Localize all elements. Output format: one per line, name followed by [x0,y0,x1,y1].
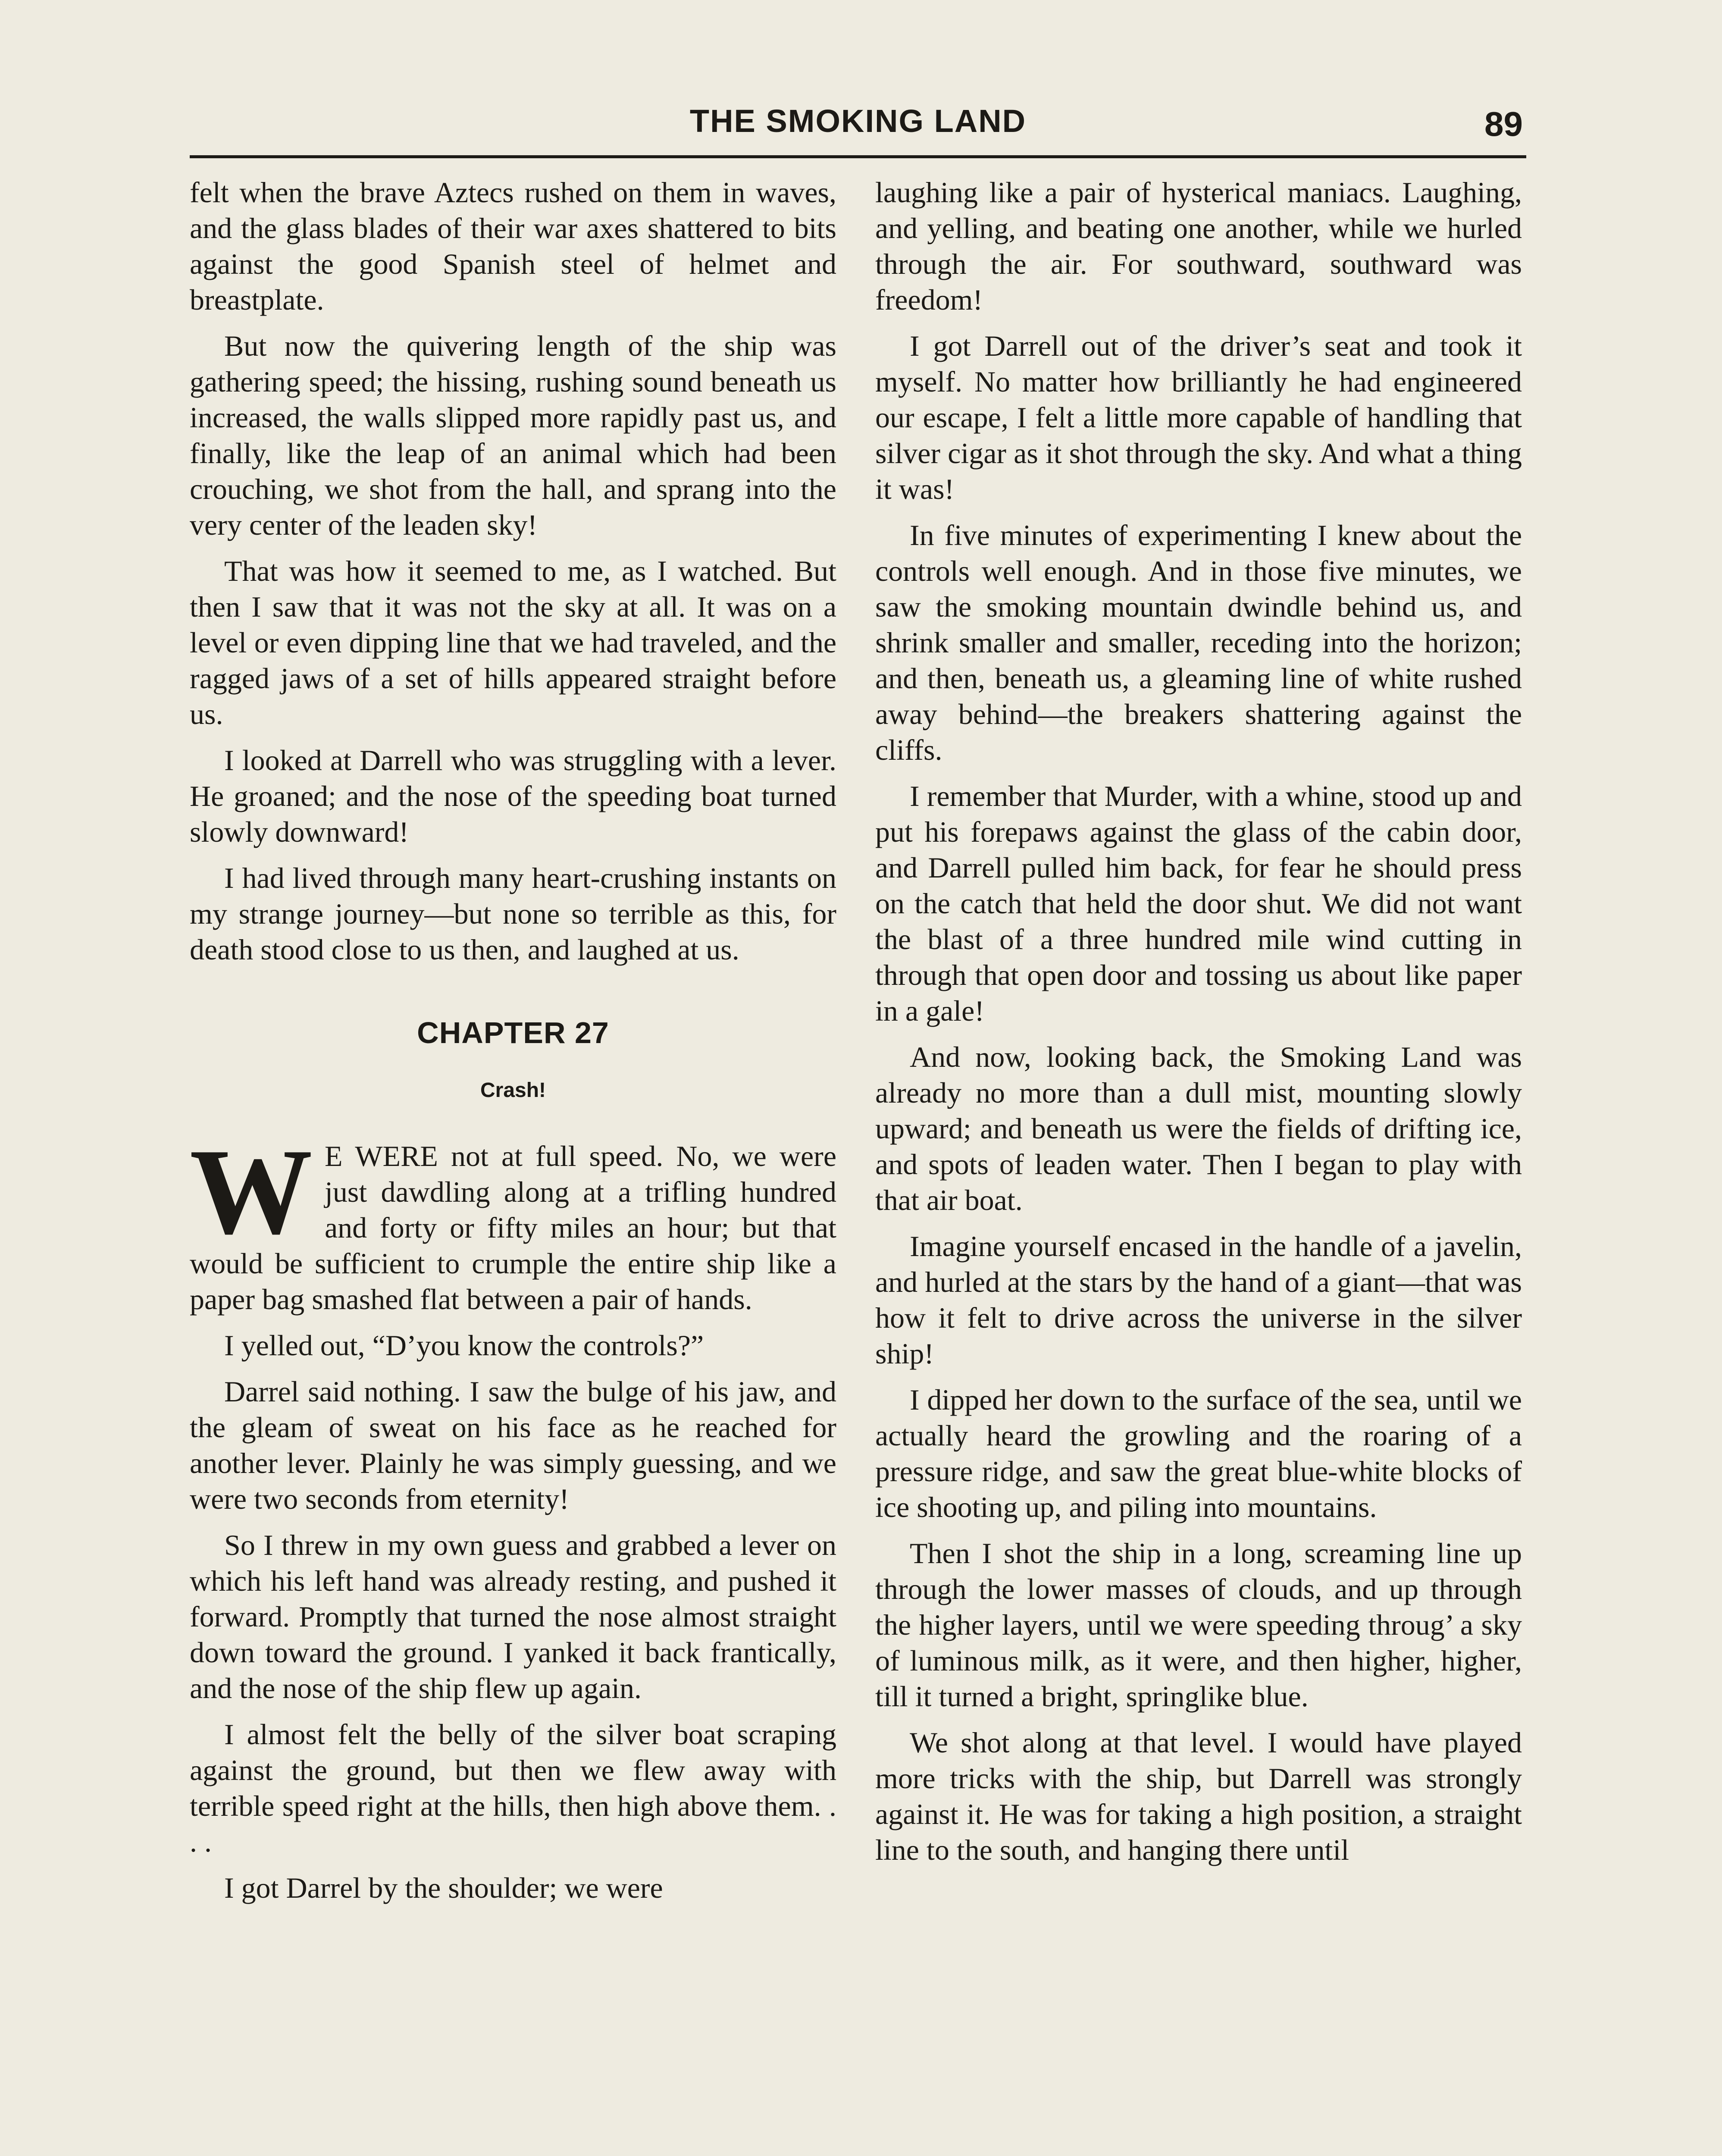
paragraph: That was how it seemed to me, as I watched. But then I saw that it was not the sky at all. It was on a level or even dipping line that we had traveled, and the ragged jaws of a set of hills appeared straight before us. [190,555,836,730]
paragraph: I got Darrell out of the driver’s seat and took it myself. No matter how brilliantly he had engineered our escape, I felt a little more capable of handling that silver cigar as it shot through the sky. And what a thing it was! [875,329,1522,505]
paragraph: In five minutes of experimenting I knew about the controls well enough. And in those five minutes, we saw the smoking mountain dwindle behind us, and shrink smaller and smaller, receding into the horizon; and then, beneath us, a gleaming line of white rushed away behind—the breakers shattering against the cliffs. [875,519,1522,766]
right-column [875,175,1522,1878]
paragraph: I yelled out, “D’you know the controls?” [224,1329,704,1362]
paragraph: I looked at Darrell who was struggling with a lever. He groaned; and the nose of the speeding boat turned slowly downward! [190,744,836,848]
paragraph: Imagine yourself encased in the handle of a javelin, and hurled at the stars by the hand of a giant—that was how it felt to drive across the universe in the silver ship! [875,1230,1522,1370]
running-head: THE SMOKING LAND [689,103,1027,139]
left-column [190,175,836,1916]
paragraph: I dipped her down to the surface of the sea, until we actually heard the growling and the roaring of a pressure ridge, and saw the great blue-white blocks of ice shooting up, and piling into mountains. [875,1383,1522,1523]
paragraph: And now, looking back, the Smoking Land was already no more than a dull mist, mounting slowly upward; and beneath us were the fields of drifting ice, and spots of leaden water. Then I began to play with that air boat. [875,1040,1522,1216]
page-number: 89 [1484,105,1523,143]
paragraph: But now the quivering length of the ship was gathering speed; the hissing, rushing sound beneath us increased, the walls slipped more rapidly past us, and finally, like the leap of an animal which had been crouching, we shot from the hall, and sprang into the very center of the leaden sky! [190,329,836,541]
paragraph: Then I shot the ship in a long, screaming line up through the lower masses of clouds, and up through the higher layers, until we were speeding throug’ a sky of luminous milk, as it were, and then higher, higher, till it turned a bright, springlike blue. [875,1537,1522,1713]
chapter-title: CHAPTER 27 [417,1016,609,1050]
opening-paragraph [190,1123,836,1317]
paragraph: We shot along at that level. I would have played more tricks with the ship, but Darrell was strongly against it. He was for taking a high position, a straight line to the south, and hanging there until [875,1726,1522,1866]
paragraph: I had lived through many heart-crushing instants on my strange journey—but none so terrible as this, for death stood close to us then, and laughed at us. [190,862,836,966]
paragraph: Darrel said nothing. I saw the bulge of his jaw, and the gleam of sweat on his face as he reached for another lever. Plainly he was simply guessing, and we were two seconds from eternity! [190,1375,836,1515]
paragraph: I almost felt the belly of the silver boat scraping against the ground, but then we flew away with terrible speed right at the hills, then high above them. . . . [190,1718,836,1858]
page-header [190,95,1526,158]
chapter-subtitle: Crash! [480,1079,546,1102]
opening-text: E WERE not at full speed. No, we were just dawdling along at a trifling hundred and forty or fifty miles an hour; but that would be sufficient to crumple the entire ship like a paper bag smashed flat between a pair of hands. [190,1140,836,1316]
paragraph: felt when the brave Aztecs rushed on them in waves, and the glass blades of their war axes shattered to bits against the good Spanish steel of helmet and breastplate. [190,176,836,316]
paragraph: So I threw in my own guess and grabbed a lever on which his left hand was already resting, and pushed it forward. Promptly that turned the nose almost straight down toward the ground. I yanked it back frantically, and the nose of the ship flew up again. [190,1529,836,1705]
paragraph: I remember that Murder, with a whine, stood up and put his forepaws against the glass of the cabin door, and Darrell pulled him back, for fear he should press on the catch that held the door shut. We did not want the blast of a three hundred mile wind cutting in through that open door and tossing us about like paper in a gale! [875,780,1522,1027]
drop-cap: W [190,1123,313,1260]
paragraph: laughing like a pair of hysterical maniacs. Laughing, and yelling, and beating one another, while we hurled through the air. For southward, southward was freedom! [875,176,1522,316]
paragraph: I got Darrel by the shoulder; we were [224,1871,663,1904]
